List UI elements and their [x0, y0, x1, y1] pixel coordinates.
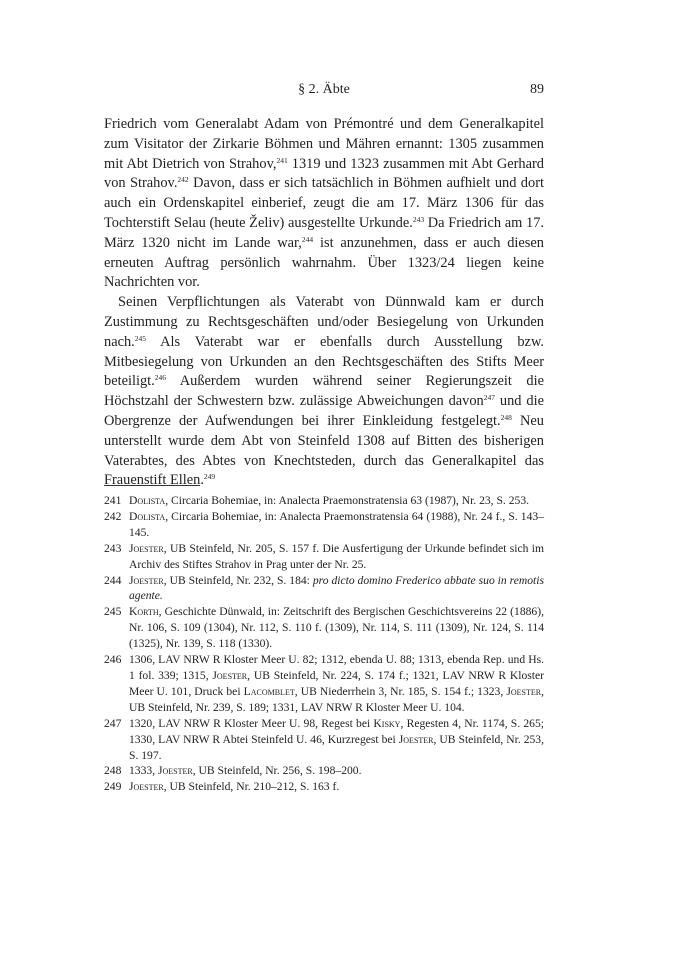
footnotes	[104, 493, 544, 795]
footnote	[104, 541, 544, 573]
footnote-text: 1333, Joester, UB Steinfeld, Nr. 256, S. 198–200.	[129, 764, 362, 778]
footnote-ref: 247	[483, 393, 496, 403]
footnote-ref: 243	[412, 214, 425, 224]
author-name: Dolista	[129, 509, 166, 523]
footnote-text: 1320, LAV NRW R Kloster Meer U. 98, Regest bei Kisky, Regesten 4, Nr. 1174, S. 265; 1330, LAV NRW R Abtei Steinfeld U. 46, Kurzregest bei Joester, UB Steinfeld, Nr. 253, S. 197.	[129, 716, 544, 762]
author-name: Korth	[129, 605, 159, 619]
footnote-number: 245	[104, 605, 122, 619]
page-number: 89	[530, 82, 544, 97]
author-name: Joester	[157, 764, 193, 778]
footnote-text: Joester, UB Steinfeld, Nr. 205, S. 157 f. Die Ausfertigung der Urkunde befindet sich im Archiv des Stiftes Strahov in Prag unter der Nr. 25.	[129, 541, 544, 571]
paragraph: Seinen Verpflichtungen als Vaterabt von Dünnwald kam er durch Zustimmung zu Rechtsgeschäften und/oder Besiegelung von Urkunden nach.$^{245}$ Als Vaterabt war er ebenfalls durch Ausstellung bzw. Mitbesiegelung von Urkunden an den Rechtsgeschäften des Stifts Meer beteiligt.$^{246}$ Außerdem wurden während seiner Regierungszeit die Höchstzahl der Schwestern bzw. zulässige Abweichungen davon$^{247}$ und die Obergrenze der Aufwendungen bei ihrer Einkleidung festgelegt.$^{248}$ Neu unterstellt wurde dem Abt von Steinfeld 1308 auf Bitten des bisherigen Vaterabtes, des Abtes von Knechtsteden, durch das Generalkapitel das Frauenstift Ellen.$^{249}$	[104, 294, 544, 489]
author-name: Joester	[506, 684, 542, 698]
footnote-ref: 241	[276, 155, 288, 165]
footnote	[104, 493, 544, 509]
footnote	[104, 779, 544, 795]
footnote-text: Dolista, Circaria Bohemiae, in: Analecta Praemonstratensia 63 (1987), Nr. 23, S. 253.	[129, 494, 530, 507]
footnote-ref: 249	[203, 472, 216, 482]
footnote	[104, 509, 544, 541]
author-name: Dolista	[129, 494, 166, 507]
footnote-number: 246	[104, 653, 122, 667]
footnote-text: Joester, UB Steinfeld, Nr. 210–212, S. 163 f.	[129, 780, 340, 794]
author-name: Joester	[129, 541, 164, 555]
author-name: Lacomblet	[243, 684, 295, 698]
author-name: Joester	[129, 573, 164, 587]
footnote-ref: 242	[177, 175, 189, 185]
footnote-number: 249	[104, 780, 122, 794]
footnote-ref: 248	[500, 412, 512, 422]
footnote-text: 1306, LAV NRW R Kloster Meer U. 82; 1312, ebenda U. 88; 1313, ebenda Rep. und Hs. 1 fol. 339; 1315, Joester, UB Steinfeld, Nr. 224, S. 174 f.; 1321, LAV NRW R Kloster Meer U. 101, Druck bei Lacomblet, UB Niederrhein 3, Nr. 185, S. 154 f.; 1323, Joester, UB Steinfeld, Nr. 239, S. 189; 1331, LAV NRW R Kloster Meer U. 104.	[129, 653, 544, 714]
footnote-rule	[104, 485, 200, 486]
footnote-number: 247	[104, 716, 122, 730]
footnote-number: 242	[104, 509, 122, 523]
footnote-ref: 244	[301, 234, 314, 244]
footnote-number: 241	[104, 494, 122, 507]
paragraph: Friedrich vom Generalabt Adam von Prémontré und dem Generalkapitel zum Visitator der Zirkarie Böhmen und Mähren ernannt: 1305 zusammen mit Abt Dietrich von Strahov,$^{241}$ 1319 und 1323 zusammen mit Abt Gerhard von Strahov.$^{242}$ Davon, dass er sich tatsächlich in Böhmen aufhielt und dort auch ein Ordenskapitel einberief, zeugt die am 17. März 1306 für das Tochterstift Selau (heute Želiv) ausgestellte Urkunde.$^{243}$ Da Friedrich am 17. März 1320 nicht im Lande war,$^{244}$ ist anzunehmen, dass er auch diesen erneuten Auftrag persönlich wahrnahm. Über 1323/24 liegen keine Nachrichten vor.	[104, 116, 544, 291]
footnote	[104, 652, 544, 716]
author-name: Kisky	[373, 716, 401, 730]
footnote	[104, 573, 544, 605]
footnote-text: Korth, Geschichte Dünwald, in: Zeitschrift des Bergischen Geschichtsvereins 22 (1886), Nr. 106, S. 109 (1304), Nr. 112, S. 110 f. (1309), Nr. 114, S. 111 (1309), Nr. 124, S. 114 (1325), Nr. 139, S. 118 (1330).	[129, 605, 544, 651]
main-text	[104, 115, 544, 491]
footnote-text: Dolista, Circaria Bohemiae, in: Analecta Praemonstratensia 64 (1988), Nr. 24 f., S. 143–145.	[129, 509, 544, 539]
author-name: Joester	[212, 668, 248, 682]
quotation: pro dicto domino Frederico abbate suo in remotis agente.	[129, 573, 544, 603]
footnote-text: Joester, UB Steinfeld, Nr. 232, S. 184: pro dicto domino Frederico abbate suo in remotis agente.	[129, 573, 544, 603]
footnote-number: 243	[104, 541, 122, 555]
author-name: Joester	[398, 732, 434, 746]
footnote	[104, 716, 544, 764]
footnote-ref: 246	[154, 373, 167, 383]
footnote	[104, 604, 544, 652]
author-name: Joester	[129, 780, 164, 794]
footnote-ref: 245	[134, 333, 147, 343]
footnote-number: 248	[104, 764, 122, 778]
page-header	[104, 82, 544, 102]
footnote-number: 244	[104, 573, 122, 587]
running-head: § 2. Äbte	[298, 82, 350, 97]
footnote	[104, 763, 544, 779]
